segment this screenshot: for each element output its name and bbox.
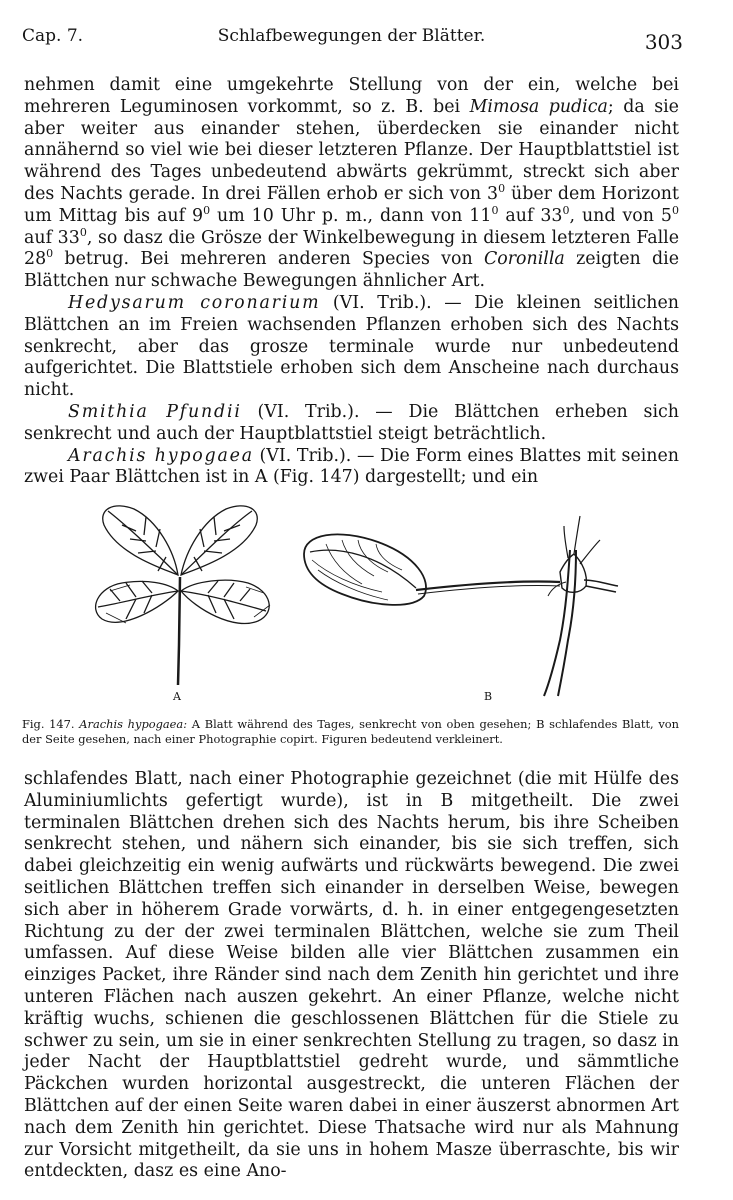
leaf-illustration-a [86,495,286,695]
figure-label-b: B [484,690,494,703]
species-name: Hedysarum coronarium [68,292,321,313]
running-header [22,22,681,52]
figure-147 [24,490,679,710]
leaf-illustration-b [298,510,638,710]
paragraph-sleeping-leaf: schlafendes Blatt, nach einer Photographie gezeichnet (die mit Hülfe des Aluminiumlichts gefertigt wurde), ist in B mitgetheilt. Die zwei terminalen Blättchen drehen sich des Nachts herum, bis ihre Scheiben senkrecht stehen, und nähern sich einander, bis sie sich treffen, sich dabei gleichzeitig ein wenig aufwärts und rückwärts bewegend. Die zwei seitlichen Blättchen treffen sich einander in derselben Weise, bewegen sich aber in höherem Grade vorwärts, d. h. in einer entgegengesetzten Richtung zu der der zwei terminalen Blättchen, welche sie zum Theil umfassen. Auf diese Weise bilden alle vier Blättchen zusammen ein einziges Packet, ihre Ränder sind nach dem Zenith hin gerichtet und ihre unteren Flächen nach auszen gekehrt. An einer Pflanze, welche nicht kräftig wuchs, schienen die geschlossenen Blättchen für die Stiele zu schwer zu sein, um sie in einer senkrechten Stellung zu tragen, so dasz in jeder Nacht der Hauptblattstiel gedreht wurde, und sämmtliche Päckchen wurden horizontal ausgestreckt, die unteren Flächen der Blättchen auf der einen Seite waren dabei in einer äuszerst abnormen Art nach dem Zenith hin gerichtet. Diese Thatsache wird nur als Mahnung zur Vorsicht mitgetheilt, da sie uns in hohem Masze überraschte, bis wir entdeckten, dasz es eine Ano- [24,769,679,1182]
body-text-upper [24,75,679,489]
species-name: Mimosa pudica [469,96,608,117]
species-name: Arachis hypogaea: [79,717,188,731]
figure-caption: Fig. 147. Arachis hypogaea: A Blatt während des Tages, senkrecht von oben gesehen; B schlafendes Blatt, von der Seite gesehen, nach einer Photographie copirt. Figuren bedeutend verkleinert. [22,717,679,746]
figure-label-a: A [173,690,182,703]
running-title: Schlafbewegungen der Blätter. [217,26,486,46]
figure-number: Fig. 147. [22,717,80,731]
paragraph-hedysarum: Hedysarum coronarium (VI. Trib.). — Die kleinen seitlichen Blättchen an im Freien wachsenden Pflanzen erhoben sich des Nachts senkrecht, aber das grosze terminale wurde nur unbedeutend aufgerichtet. Die Blattstiele erhoben sich dem Anscheine nach durchaus nicht. [24,292,679,401]
chapter-label: Cap. 7. [22,26,84,46]
body-text-lower [24,769,679,1183]
species-name: Arachis hypogaea [68,445,254,466]
genus-name: Coronilla [483,249,565,270]
page-number: 303 [644,30,683,54]
paragraph-smithia: Smithia Pfundii (VI. Trib.). — Die Blättchen erheben sich senkrecht und auch der Hauptblattstiel steigt beträchtlich. [24,401,679,444]
paragraph-coronilla: nehmen damit eine umgekehrte Stellung von der ein, welche bei mehreren Leguminosen vorkommt, so z. B. bei Mimosa pudica; da sie aber weiter aus einander stehen, überdecken sie einander nicht annähernd so viel wie bei dieser letzteren Pflanze. Der Hauptblattstiel ist während des Tages unbedeutend abwärts gekrümmt, streckt sich aber des Nachts gerade. In drei Fällen erhob er sich von $3^0$ über dem Horizont um Mittag bis auf $9^0$ um 10 Uhr p. m., dann von $11^0$ auf $33^0$, und von $5^0$ auf $33^0$, so dasz die Grösze der Winkelbewegung in diesem letzteren Falle $28^0$ betrug. Bei mehreren anderen Species von Coronilla zeigten die Blättchen nur schwache Bewegungen ähnlicher Art. [24,75,679,292]
paragraph-arachis: Arachis hypogaea (VI. Trib.). — Die Form eines Blattes mit seinen zwei Paar Blättchen ist in A (Fig. 147) dargestellt; und ein [24,445,679,488]
species-name: Smithia Pfundii [68,401,242,422]
